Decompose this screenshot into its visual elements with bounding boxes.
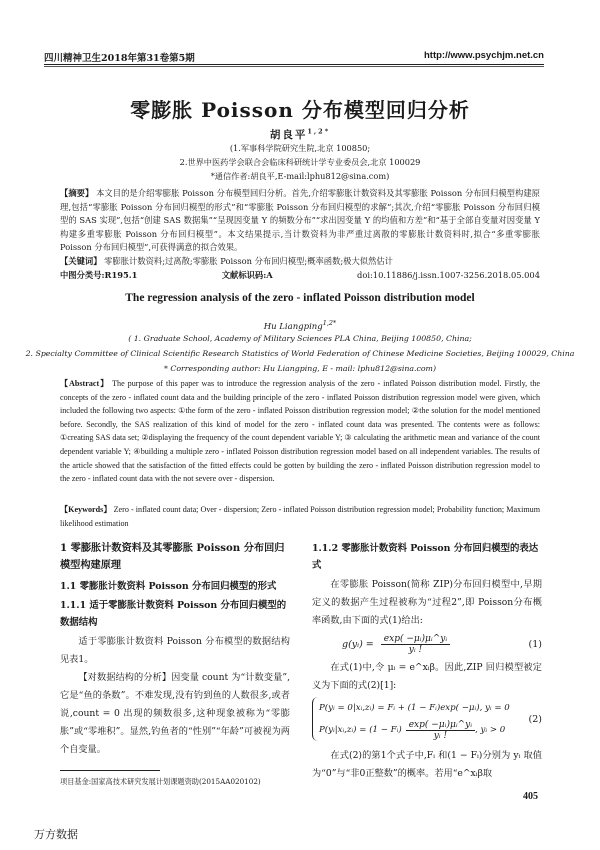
body-paragraph: 在式(1)中,令 μᵢ = e^xᵢβ。因此,ZIP 回归模型被定义为下面的式(2)[1]: (312, 662, 542, 691)
abstract-cn (60, 187, 540, 255)
author-name-en: Hu Liangping (263, 321, 323, 332)
eq2-numerator: exp( −μᵢ)μᵢ^yᵢ (406, 720, 475, 731)
equation-1 (312, 634, 542, 655)
affiliation-en-3: * Corresponding author: Hu Liangping, E - mail: lphu812@sina.com) (164, 364, 436, 373)
page-number: 405 (523, 791, 538, 802)
section-heading-1: 1 零膨胀计数资料及其零膨胀 Poisson 分布回归模型构建原理 (60, 542, 285, 571)
eq2-system (312, 697, 510, 741)
funding-footnote: 项目基金:国家高技术研究发展计划课题资助(2015AA020102) (60, 777, 261, 786)
abstract-cn-text: 本文目的是介绍零膨胀 Poisson 分布模型回归分析。首先,介绍零膨胀计数资料及其零膨胀 Poisson 分布回归模型构建原理,包括“零膨胀 Poisson 分布回归模型的形式”和“零膨胀 Poisson 分布回归模型的求解”;其次,介绍“零膨胀 Poisson 分布回归模型的 SAS 实现”,包括“创建 SAS 数据集”“呈现因变量 Y 的频数分布”“求出因变量 Y 的均值和方差”和“基于全部自变量对因变量 Y 构建多重零膨胀 Poisson 分布回归模型”。本文结果提示,当计数资料为非严重过离散的零膨胀计数资料时,拟合“多重零膨胀 Poisson 分布回归模型”,可获得满意的拟合效果。 (60, 188, 540, 253)
eq1-fraction (381, 634, 450, 655)
keywords-cn (60, 255, 540, 269)
journal-header: 四川精神卫生2018年第31卷第5期 (44, 53, 195, 64)
abstract-en (60, 377, 540, 486)
eq2-line-2-rhs: , yᵢ > 0 (475, 725, 506, 735)
keywords-cn-label: 【关键词】 (60, 256, 102, 266)
abstract-cn-label: 【摘要】 (60, 188, 94, 198)
eq2-line-2 (319, 719, 510, 741)
doc-code: 文献标识码:A (221, 270, 273, 280)
doi[interactable]: doi:10.11886/j.issn.1007-3256.2018.05.004 (357, 270, 540, 280)
body-paragraph: 在式(2)的第1个式子中,Fᵢ 和(1 − Fᵢ)分别为 yᵢ 取值为“0”与“非0正整数”的概率。若用“e^xᵢβ取 (312, 750, 542, 779)
footnote-rule (60, 770, 160, 771)
author-sup-en: 1,2* (322, 319, 337, 327)
page-title-en: The regression analysis of the zero - inflated Poisson distribution model (125, 292, 475, 304)
affiliation-en-1: ( 1. Graduate School, Academy of Military Sciences PLA China, Beijing 100850, China; (128, 334, 472, 343)
equation-2 (312, 697, 542, 741)
eq2-line-2-lhs: P(yᵢ|xᵢ,zᵢ) = (1 − Fᵢ) (319, 725, 402, 735)
author-sup-cn: 1,2* (307, 127, 331, 136)
classification-cn (60, 269, 540, 283)
eq2-number: (2) (528, 713, 542, 725)
clc-number: 中图分类号:R195.1 (60, 270, 138, 280)
affiliation-cn-3: *通信作者:胡良平,E-mail:lphu812@sina.com) (210, 171, 390, 181)
eq1-denominator: yᵢ ! (408, 645, 423, 655)
body-paragraph: 适于零膨胀计数资料 Poisson 分布模型的数据结构见表1。 (60, 636, 290, 665)
eq1-lhs: g(yᵢ) = (342, 639, 374, 650)
keywords-en-label: 【Keywords】 (60, 505, 112, 514)
eq2-fraction (406, 720, 475, 741)
section-heading-1-1-1: 1.1.1 适于零膨胀计数资料 Poisson 分布回归模型的数据结构 (60, 600, 287, 628)
header-rule-thin (44, 66, 544, 67)
abstract-en-label: 【Abstract】 (60, 379, 110, 388)
left-column (60, 540, 290, 759)
author-cn (0, 127, 600, 142)
wanfang-logo: 万方数据 (34, 828, 78, 841)
section-heading-1-1: 1.1 零膨胀计数资料 Poisson 分布回归模型的形式 (60, 581, 277, 592)
right-column (312, 540, 542, 783)
eq2-denominator: yᵢ ! (433, 730, 448, 741)
eq1-number: (1) (528, 639, 542, 650)
author-name-cn: 胡良平 (269, 129, 308, 141)
keywords-en (60, 503, 540, 530)
keywords-en-text: Zero - inflated count data; Over - dispersion; Zero - inflated Poisson distribution regression model; Probability function; Maximum likelihood estimation (60, 505, 540, 528)
header-rule (44, 64, 544, 65)
keywords-cn-text: 零膨胀计数资料;过离散;零膨胀 Poisson 分布回归模型;概率函数;极大似然估计 (104, 256, 393, 266)
author-en (0, 319, 600, 332)
journal-url[interactable]: http://www.psychjm.net.cn (424, 50, 544, 61)
eq1-numerator: exp( −μᵢ)μᵢ^yᵢ (381, 634, 450, 645)
affiliation-en-2: 2. Specialty Committee of Clinical Scientific Research Statistics of World Federation of Chinese Medicine Societies, Beijing 100029, China (25, 349, 575, 358)
eq2-line-1: P(yᵢ = 0|xᵢ,zᵢ) = Fᵢ + (1 − Fᵢ)exp( −μᵢ), yᵢ = 0 (319, 703, 510, 713)
section-heading-1-1-2: 1.1.2 零膨胀计数资料 Poisson 分布回归模型的表达式 (312, 543, 539, 571)
page-title-cn: 零膨胀 Poisson 分布模型回归分析 (130, 98, 470, 122)
affiliation-cn-1: (1.军事科学院研究生院,北京 100850; (229, 143, 371, 153)
abstract-en-text: The purpose of this paper was to introduce the regression analysis of the zero - inflated Poisson distribution model. Firstly, the concepts of the zero - inflated count data and the building principle of the zero - inflated Poisson distribution regression model were given, which included the following two aspects: ①the form of the zero - inflated Poisson distribution regression model; ②the solution for the model mentioned before. Secondly, the SAS realization of this kind of model for the zero - inflated count data was presented. The contents were as follows: ①creating SAS data set; ②displaying the frequency of the count dependent variable Y; ③ calculating the arithmetic mean and variance of the count dependent variable Y; ④building a multiple zero - inflated Poisson distribution regression model based on all independent variables. The results of the article showed that the satisfaction of the fitted effects could be gotten by building the zero - inflated Poisson distribution regression model to the zero - inflated count data with the not severe over - dispersion. (60, 379, 540, 484)
body-paragraph: 【对数据结构的分析】因变量 count 为“计数变量”,它是“鱼的条数”。不难发现,没有钓到鱼的人数很多,或者说,count = 0 出现的频数很多,这种现象被称为“零膨胀”或“零堆积”。显然,钓鱼者的“性别”“年龄”可被视为两个自变量。 (60, 672, 290, 755)
body-paragraph: 在零膨胀 Poisson(简称 ZIP)分布回归模型中,早期定义的数据产生过程被称为“过程2”,即 Poisson分布概率函数,由下面的式(1)给出: (312, 579, 542, 626)
affiliation-cn-2: 2.世界中医药学会联合会临床科研统计学专业委员会,北京 100029 (179, 157, 421, 167)
